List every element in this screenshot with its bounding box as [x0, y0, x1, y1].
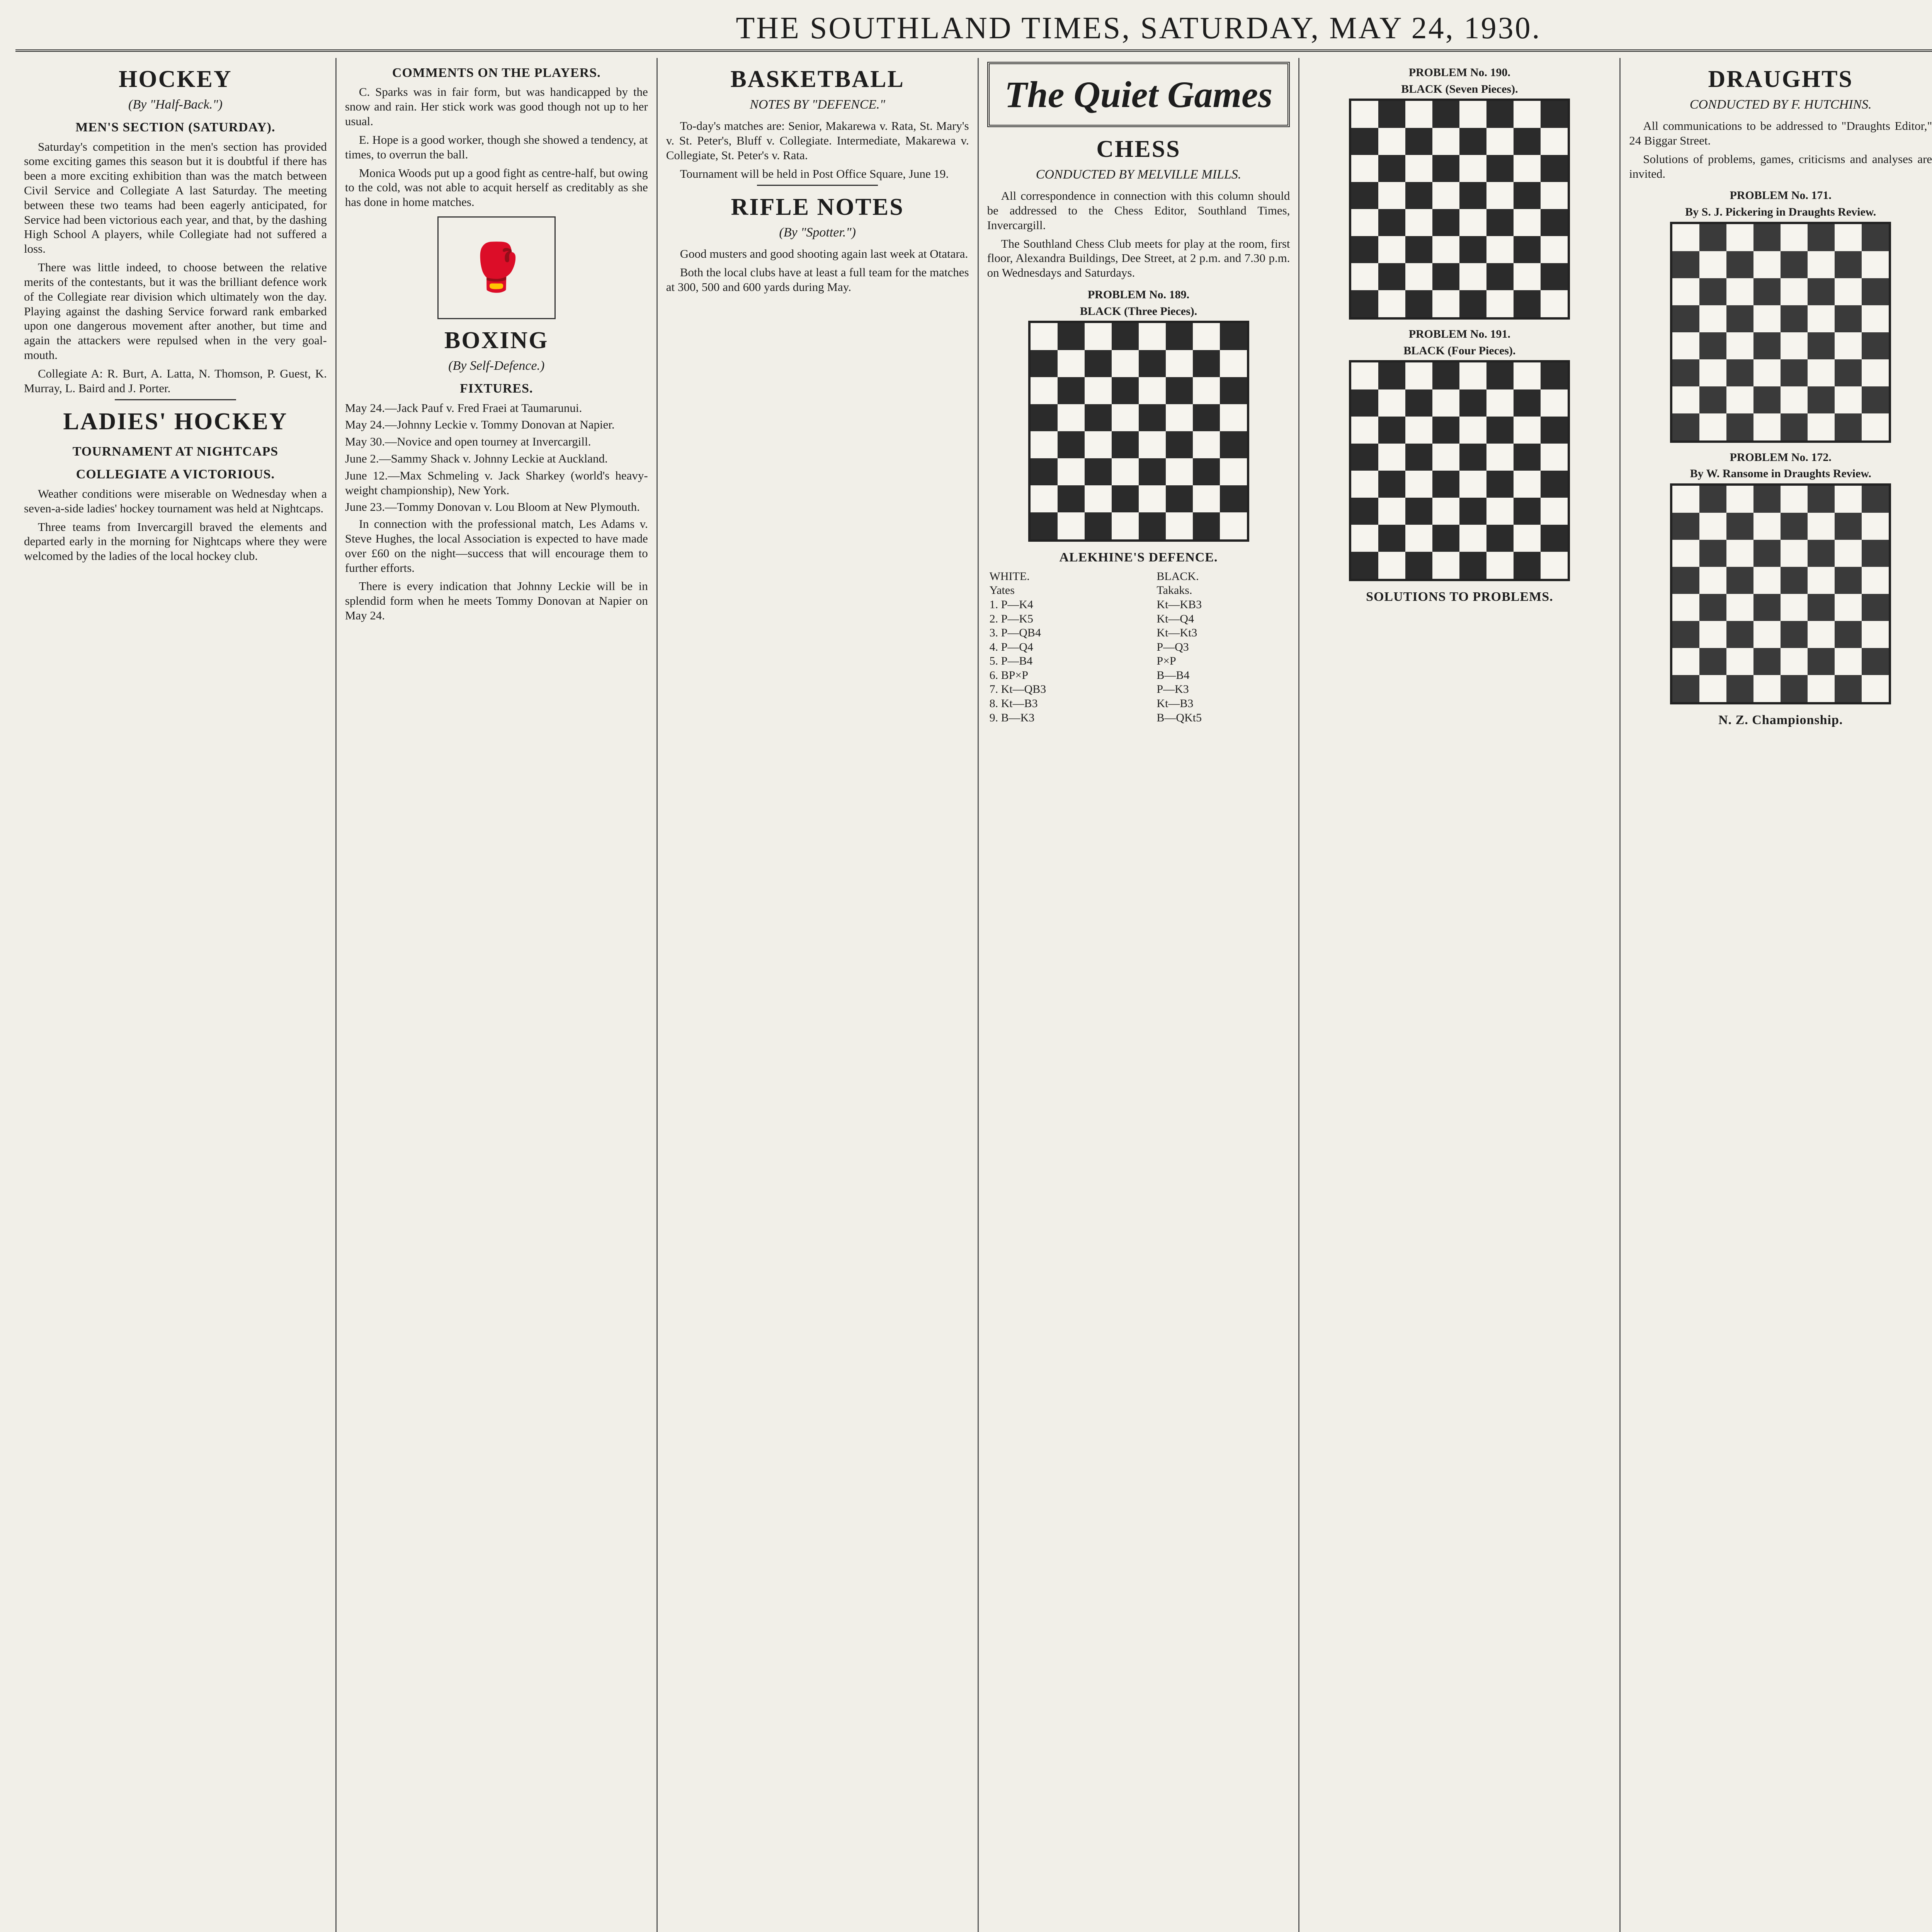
championship-title: N. Z. Championship. — [1718, 713, 1843, 727]
problem-label: PROBLEM No. 189. — [1087, 288, 1190, 301]
boxing-para: In connection with the professional match, Les Adams v. Steve Hughes, the local Association is expected to have made over £60 on the night—success that will encourage them to further efforts. — [345, 517, 648, 575]
move-white: 3. P—QB4 — [989, 626, 1041, 639]
draughts-title: DRAUGHTS — [1708, 66, 1853, 92]
boxing-fixtures-title: FIXTURES. — [460, 381, 533, 396]
problem-caption: BLACK (Seven Pieces). — [1401, 82, 1518, 95]
draughts-para: Solutions of problems, games, criticisms and analyses are invited. — [1629, 152, 1932, 180]
move-black: Kt—Q4 — [1156, 612, 1194, 625]
chess-problem — [1308, 327, 1611, 581]
move-white: 5. P—B4 — [989, 655, 1033, 668]
problem-label: PROBLEM No. 171. — [1730, 189, 1832, 202]
rifle-title: RIFLE NOTES — [731, 194, 904, 221]
comments-title: COMMENTS ON THE PLAYERS. — [392, 66, 601, 80]
masthead: THE SOUTHLAND TIMES, SATURDAY, MAY 24, 1930. — [15, 7, 1932, 52]
column-hockey — [15, 58, 337, 1932]
hockey-para: Collegiate A: R. Burt, A. Latta, N. Thomson, P. Guest, K. Murray, L. Baird and J. Porter. — [24, 366, 327, 395]
column-chess — [979, 58, 1300, 1932]
move-white: 9. B—K3 — [989, 711, 1035, 724]
chess-board — [1349, 99, 1570, 320]
ladies-hockey-title: LADIES' HOCKEY — [63, 408, 288, 435]
solutions-title: SOLUTIONS TO PROBLEMS. — [1366, 590, 1553, 604]
problem-label: PROBLEM No. 191. — [1408, 328, 1511, 341]
move-black: Kt—KB3 — [1156, 598, 1202, 611]
move-black: B—B4 — [1156, 668, 1190, 682]
ladies-hockey-para: Three teams from Invercargill braved the elements and departed early in the morning for Nightcaps where they were welcomed by the ladies of the local hockey club. — [24, 520, 327, 563]
rifle-para: Both the local clubs have at least a full team for the matches at 300, 500 and 600 yards during May. — [666, 265, 969, 294]
draughts-problem — [1629, 189, 1932, 442]
problem-caption: By W. Ransome in Draughts Review. — [1690, 467, 1871, 480]
move-black: P×P — [1156, 655, 1176, 668]
move-black: B—QKt5 — [1156, 711, 1202, 724]
column-draughts — [1621, 58, 1932, 1932]
problem-caption: BLACK (Three Pieces). — [1080, 304, 1197, 318]
move-white: 8. Kt—B3 — [989, 697, 1038, 710]
ladies-hockey-para: Weather conditions were miserable on Wednesday when a seven-a-side ladies' hockey tournament was held at Nightcaps. — [24, 486, 327, 515]
column-basketball — [658, 58, 979, 1932]
alekhine-title: ALEKHINE'S DEFENCE. — [1059, 550, 1218, 565]
basketball-title: BASKETBALL — [730, 66, 905, 92]
chess-title: CHESS — [1096, 136, 1181, 163]
divider — [115, 399, 236, 400]
draughts-para: All communications to be addressed to "Draughts Editor," 24 Biggar Street. — [1629, 119, 1932, 147]
boxing-fixture: May 24.—Johnny Leckie v. Tommy Donovan at Napier. — [345, 418, 615, 432]
rifle-para: Good musters and good shooting again last week at Otatara. — [680, 247, 968, 261]
divider — [757, 185, 878, 186]
move-white: 4. P—Q4 — [989, 640, 1033, 653]
boxing-fixture: June 12.—Max Schmeling v. Jack Sharkey (world's heavy-weight championship), New York. — [345, 468, 648, 497]
draughts-board — [1670, 483, 1891, 704]
draughts-byline: CONDUCTED BY F. HUTCHINS. — [1689, 97, 1872, 112]
boxing-byline: (By Self-Defence.) — [448, 358, 545, 373]
hockey-title: HOCKEY — [119, 66, 232, 92]
moves-table — [987, 570, 1290, 725]
moves-player: Yates — [989, 584, 1015, 597]
rifle-byline: (By "Spotter.") — [779, 225, 856, 240]
chess-byline: CONDUCTED BY MELVILLE MILLS. — [1036, 167, 1242, 182]
problem-label: PROBLEM No. 172. — [1730, 451, 1832, 464]
column-boxing — [337, 58, 658, 1932]
ladies-hockey-section: TOURNAMENT AT NIGHTCAPS — [72, 444, 279, 459]
move-white: 7. Kt—QB3 — [989, 683, 1046, 696]
draughts-problem — [1629, 451, 1932, 704]
moves-player: Takaks. — [1156, 584, 1192, 597]
draughts-board — [1670, 222, 1891, 443]
problem-caption: BLACK (Four Pieces). — [1403, 344, 1516, 357]
chess-para: The Southland Chess Club meets for play at the room, first floor, Alexandra Buildings, Dee Street, at 2 p.m. and 7.30 p.m. on Wednesdays and Saturdays. — [987, 236, 1290, 280]
basketball-para: To-day's matches are: Senior, Makarewa v. Rata, St. Mary's v. St. Peter's, Bluff v. Collegiate. Intermediate, Makarewa v. Collegiate, St. Peter's v. Rata. — [666, 119, 969, 162]
problem-caption: By S. J. Pickering in Draughts Review. — [1685, 205, 1876, 218]
comments-para: C. Sparks was in fair form, but was handicapped by the snow and rain. Her stick work was good though not up to her usual. — [345, 85, 648, 128]
chess-board — [1349, 360, 1570, 581]
basketball-para: Tournament will be held in Post Office Square, June 19. — [680, 167, 949, 180]
columns — [15, 58, 1932, 1932]
comments-para: E. Hope is a good worker, though she showed a tendency, at times, to overrun the ball. — [345, 133, 648, 161]
move-black: Kt—B3 — [1156, 697, 1194, 710]
move-white: 6. BP×P — [989, 668, 1028, 682]
move-black: Kt—Kt3 — [1156, 626, 1197, 639]
chess-problem — [1308, 66, 1611, 320]
basketball-byline: NOTES BY "DEFENCE." — [750, 97, 885, 112]
comments-para: Monica Woods put up a good fight as centre-half, but owing to the cold, was not able to acquit herself as creditably as she has done in home matches. — [345, 166, 648, 209]
boxers-illustration: 🥊 — [437, 216, 556, 319]
move-white: 1. P—K4 — [989, 598, 1033, 611]
move-black: P—Q3 — [1156, 640, 1189, 653]
problem-label: PROBLEM No. 190. — [1408, 66, 1511, 79]
boxing-title: BOXING — [444, 327, 549, 354]
boxing-fixture: May 30.—Novice and open tourney at Invercargill. — [345, 435, 591, 449]
hockey-para: Saturday's competition in the men's section has provided some exciting games this season but it is doubtful if there has been a more exciting exhibition than was the match between Civil Service and Collegiate A last Saturday. The meeting between these two teams had been eagerly anticipated, for Service had been victorious each year, and that, by the dashing High School A players, while Collegiate had not suffered a loss. — [24, 139, 327, 256]
hockey-para: There was little indeed, to choose between the relative merits of the contestants, but it was the brilliant defence work of the Collegiate rear division which ultimately won the day. Playing against the dashing Service forward rank embarked upon one dangerous movement after another, but time and again the attackers were repulsed when in the very goal-mouth. — [24, 260, 327, 362]
quiet-games-banner: The Quiet Games — [987, 62, 1290, 127]
column-chess-problems — [1299, 58, 1621, 1932]
boxing-fixture: June 2.—Sammy Shack v. Johnny Leckie at Auckland. — [345, 451, 608, 465]
chess-para: All correspondence in connection with this column should be addressed to the Chess Editor, Southland Times, Invercargill. — [987, 189, 1290, 232]
move-black: P—K3 — [1156, 683, 1189, 696]
boxing-fixture: June 23.—Tommy Donovan v. Lou Bloom at New Plymouth. — [345, 500, 640, 514]
chess-board — [1028, 321, 1249, 542]
moves-header: BLACK. — [1156, 570, 1199, 583]
boxing-para: There is every indication that Johnny Leckie will be in splendid form when he meets Tommy Donovan at Napier on May 24. — [345, 579, 648, 622]
moves-header: WHITE. — [989, 570, 1030, 583]
chess-problem — [987, 288, 1290, 542]
move-white: 2. P—K5 — [989, 612, 1033, 625]
hockey-section: MEN'S SECTION (SATURDAY). — [75, 120, 276, 135]
hockey-byline: (By "Half-Back.") — [128, 97, 223, 112]
boxing-fixture: May 24.—Jack Pauf v. Fred Fraei at Taumarunui. — [345, 401, 582, 415]
ladies-hockey-sub: COLLEGIATE A VICTORIOUS. — [76, 467, 275, 482]
